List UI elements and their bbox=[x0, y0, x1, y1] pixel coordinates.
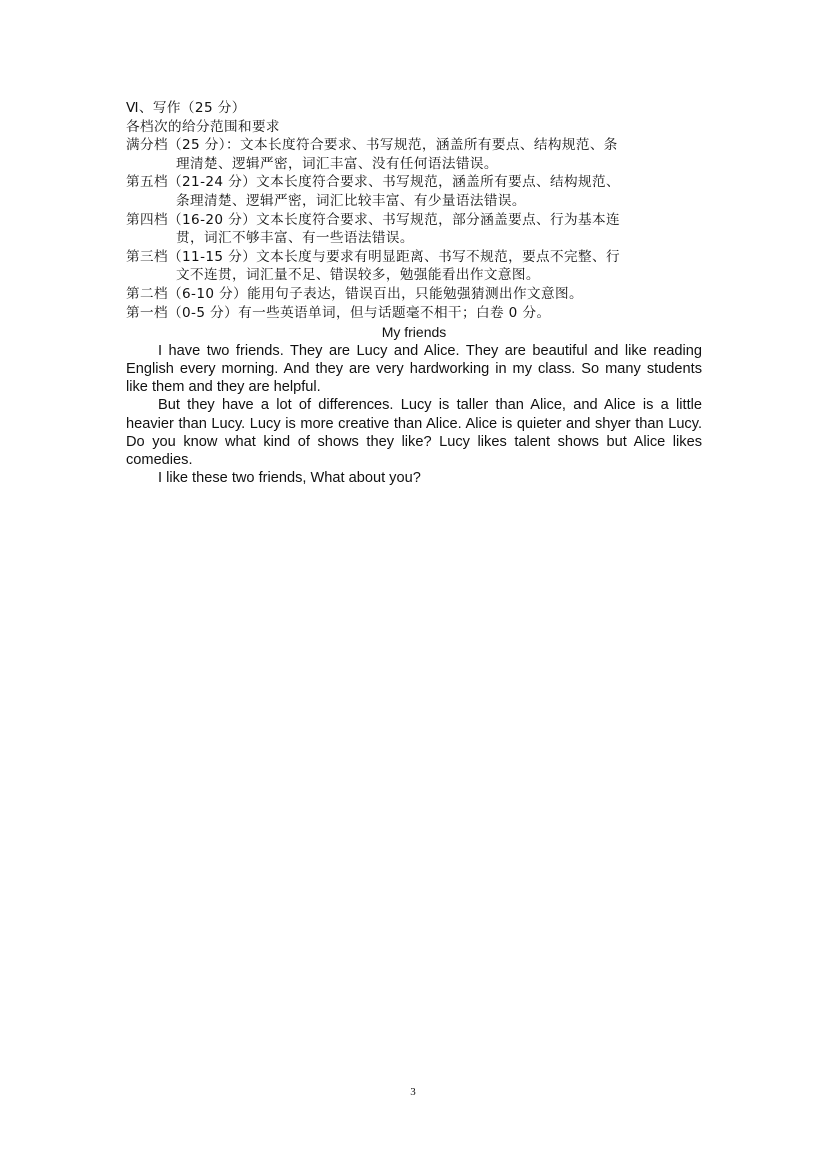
grade-line-continued: 文不连贯，词汇量不足、错误较多，勉强能看出作文意图。 bbox=[176, 267, 540, 284]
essay-paragraph: But they have a lot of differences. Lucy is taller than Alice, and Alice is a little heavier than Lucy. Lucy is more creative than Alice. Alice is quieter and shyer than Lucy. Do you know what kind of shows they like? Lucy likes talent shows but Alice likes comedies. bbox=[126, 397, 702, 468]
rubric-heading: 各档次的给分范围和要求 bbox=[126, 118, 280, 135]
grade-line: 第二档（6-10 分）能用句子表达，错误百出，只能勉强猜测出作文意图。 bbox=[126, 285, 583, 302]
essay-paragraph: I like these two friends, What about you? bbox=[158, 470, 421, 487]
grade-line-continued: 理清楚、逻辑严密，词汇丰富、没有任何语法错误。 bbox=[176, 155, 498, 172]
grade-line-continued: 条理清楚、逻辑严密，词汇比较丰富、有少量语法错误。 bbox=[176, 192, 526, 209]
section-title: Ⅵ、写作（25 分） bbox=[126, 100, 246, 116]
essay-title: My friends bbox=[381, 324, 447, 341]
grade-second bbox=[126, 285, 702, 304]
page-number: 3 bbox=[410, 1086, 416, 1098]
grade-full-marks bbox=[126, 136, 702, 173]
grade-line: 第一档（0-5 分）有一些英语单词，但与话题毫不相干；白卷 0 分。 bbox=[126, 304, 551, 321]
grade-line: 满分档（25 分）：文本长度符合要求、书写规范，涵盖所有要点、结构规范、条 bbox=[126, 137, 618, 154]
grade-fifth bbox=[126, 173, 702, 210]
grade-fourth bbox=[126, 211, 702, 248]
grade-line: 第五档（21-24 分）文本长度符合要求、书写规范，涵盖所有要点、结构规范、 bbox=[126, 174, 621, 191]
page-content bbox=[126, 99, 702, 487]
grade-first bbox=[126, 304, 702, 323]
grade-line: 第四档（16-20 分）文本长度符合要求、书写规范，部分涵盖要点、行为基本连 bbox=[126, 211, 621, 228]
essay-paragraph: I have two friends. They are Lucy and Alice. They are beautiful and like reading English every morning. And they are very hardworking in my class. So many students like them and they are helpful. bbox=[126, 342, 702, 396]
grade-line-continued: 贯，词汇不够丰富、有一些语法错误。 bbox=[176, 230, 414, 247]
grade-third bbox=[126, 248, 702, 285]
grade-line: 第三档（11-15 分）文本长度与要求有明显距离、书写不规范，要点不完整、行 bbox=[126, 248, 621, 265]
